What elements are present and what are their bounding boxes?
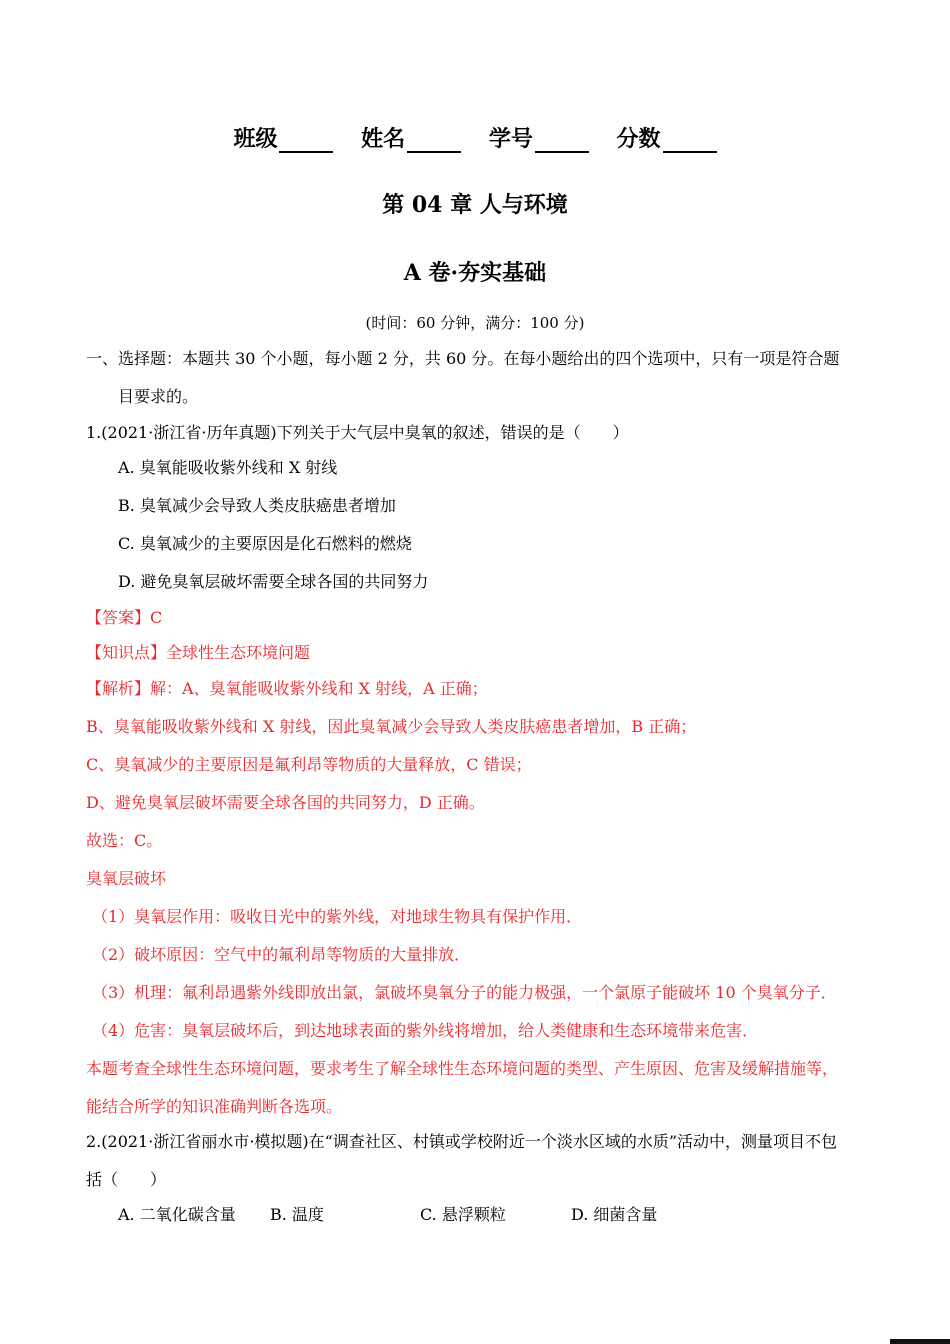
class-field: 班级	[233, 122, 333, 153]
q2-option-d: D. 细菌含量	[571, 1205, 658, 1224]
q1-analysis-line: D、避免臭氧层破坏需要全球各国的共同努力，D 正确。	[86, 793, 485, 812]
q1-analysis-line: （4）危害：臭氧层破坏后，到达地球表面的紫外线将增加，给人类健康和生态环境带来危害．	[92, 1021, 759, 1040]
q2-option-a: A. 二氧化碳含量	[118, 1205, 236, 1224]
q1-analysis-line: （2）破坏原因：空气中的氟利昂等物质的大量排放．	[92, 945, 471, 964]
q2-option-b: B. 温度	[270, 1205, 324, 1224]
q1-analysis-line: （3）机理：氟利昂遇紫外线即放出氯，氯破坏臭氧分子的能力极强，一个氯原子能破坏 10 个臭氧分子．	[92, 983, 837, 1002]
q1-analysis-line: 臭氧层破坏	[86, 869, 167, 888]
q1-option-a: A. 臭氧能吸收紫外线和 X 射线	[118, 458, 338, 477]
q1-analysis-line: 能结合所学的知识准确判断各选项。	[86, 1097, 343, 1116]
time-info: (时间：60 分钟，满分：100 分)	[365, 314, 585, 332]
score-field: 分数	[617, 122, 717, 153]
q1-knowledge-point: 【知识点】全球性生态环境问题	[86, 643, 311, 662]
q1-answer: 【答案】C	[86, 608, 163, 627]
q1-option-b: B. 臭氧减少会导致人类皮肤癌患者增加	[118, 496, 396, 515]
chapter-title: 第 04 章 人与环境	[382, 192, 568, 218]
section-instruction-line1: 一、选择题：本题共 30 个小题，每小题 2 分，共 60 分。在每小题给出的四个选项中，只有一项是符合题	[86, 349, 840, 368]
page-corner-bar	[890, 1339, 950, 1344]
paper-title: A 卷·夯实基础	[403, 260, 547, 286]
q1-analysis-line: 本题考查全球性生态环境问题，要求考生了解全球性生态环境问题的类型、产生原因、危害及缓解措施等，	[86, 1059, 839, 1078]
question-2-stem-line1: 2.(2021·浙江省丽水市·模拟题)在“调查社区、村镇或学校附近一个淡水区域的水质”活动中，测量项目不包	[86, 1132, 838, 1151]
q1-option-c: C. 臭氧减少的主要原因是化石燃料的燃烧	[118, 534, 412, 553]
q1-option-d: D. 避免臭氧层破坏需要全球各国的共同努力	[118, 572, 429, 591]
q1-analysis-line: 【解析】解：A、臭氧能吸收紫外线和 X 射线，A 正确；	[86, 679, 488, 698]
q2-option-c: C. 悬浮颗粒	[420, 1205, 506, 1224]
student-id-field: 学号	[489, 122, 589, 153]
q1-analysis-line: （1）臭氧层作用：吸收日光中的紫外线，对地球生物具有保护作用．	[92, 907, 583, 926]
question-2-stem-line2: 括（ ）	[86, 1170, 167, 1189]
name-field: 姓名	[361, 122, 461, 153]
q1-analysis-line: C、臭氧减少的主要原因是氟利昂等物质的大量释放，C 错误；	[86, 755, 532, 774]
section-instruction-line2: 目要求的。	[118, 387, 199, 406]
q1-analysis-line: 故选：C。	[86, 831, 163, 850]
question-1-stem: 1.(2021·浙江省·历年真题)下列关于大气层中臭氧的叙述，错误的是（ ）	[86, 423, 629, 442]
q1-analysis-line: B、臭氧能吸收紫外线和 X 射线，因此臭氧减少会导致人类皮肤癌患者增加，B 正确；	[86, 717, 697, 736]
student-info-header	[0, 122, 950, 153]
